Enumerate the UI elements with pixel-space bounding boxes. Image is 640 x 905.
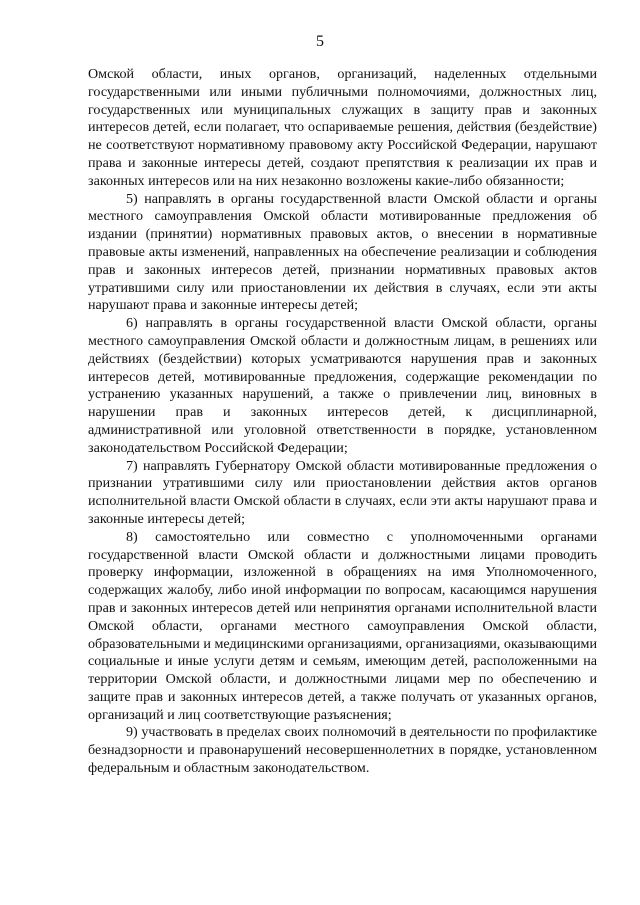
page-number: 5 bbox=[316, 33, 324, 50]
paragraph-item-7: 7) направлять Губернатору Омской области мотивированные предложения о признании утратившими силу или приостановлении действия актов органов исполнительной власти Омской области в случаях, если эти акты нарушают права и законные интересы детей; bbox=[88, 457, 597, 527]
paragraph-item-5: 5) направлять в органы государственной власти Омской области и органы местного самоуправления Омской области мотивированные предложения об издании (принятии) нормативных правовых актов, о внесении в нормативные правовые акты изменений, направленных на обеспечение реализации и соблюдения прав и законных интересов детей, признании нормативных правовых актов утратившими силу или приостановлении их действия в случаях, если эти акты нарушают права и законные интересы детей; bbox=[88, 190, 597, 314]
paragraph-item-8: 8) самостоятельно или совместно с уполномоченными органами государственной власти Омской области и должностными лицами проводить проверку информации, изложенной в обращениях на имя Уполномоченного, содержащих жалобу, либо иной информации по вопросам, касающимся нарушения прав и законных интересов детей или непринятия органами исполнительной власти Омской области, органами местного самоуправления Омской области, образовательными и медицинскими организациями, организациями, оказывающими социальные и иные услуги детям и семьям, имеющим детей, расположенными на территории Омской области, и должностными лицами мер по обеспечению и защите прав и законных интересов детей, а также получать от указанных органов, организаций и лиц соответствующие разъяснения; bbox=[88, 528, 597, 723]
paragraph-item-9: 9) участвовать в пределах своих полномочий в деятельности по профилактике безнадзорности и правонарушений несовершеннолетних в порядке, установленном федеральным и областным законодательством. bbox=[88, 724, 597, 777]
document-body bbox=[88, 66, 597, 778]
paragraph-item-6: 6) направлять в органы государственной власти Омской области, органы местного самоуправления Омской области и должностным лицам, в решениях или действиях (бездействии) которых усматриваются нарушения прав и законных интересов детей, мотивированные предложения, содержащие рекомендации по устранению указанных нарушений, а также о привлечении лиц, виновных в нарушении прав и законных интересов детей, к дисциплинарной, административной или уголовной ответственности в порядке, установленном законодательством Российской Федерации; bbox=[88, 315, 597, 456]
paragraph-continuation: Омской области, иных органов, организаций, наделенных отдельными государственными или иными публичными полномочиями, должностных лиц, государственных или муниципальных служащих в защиту прав и законных интересов детей, если полагает, что оспариваемые решения, действия (бездействие) не соответствуют нормативному правовому акту Российской Федерации, нарушают права и законные интересы детей, создают препятствия к реализации их прав и законных интересов или на них незаконно возложены какие-либо обязанности; bbox=[88, 66, 597, 189]
